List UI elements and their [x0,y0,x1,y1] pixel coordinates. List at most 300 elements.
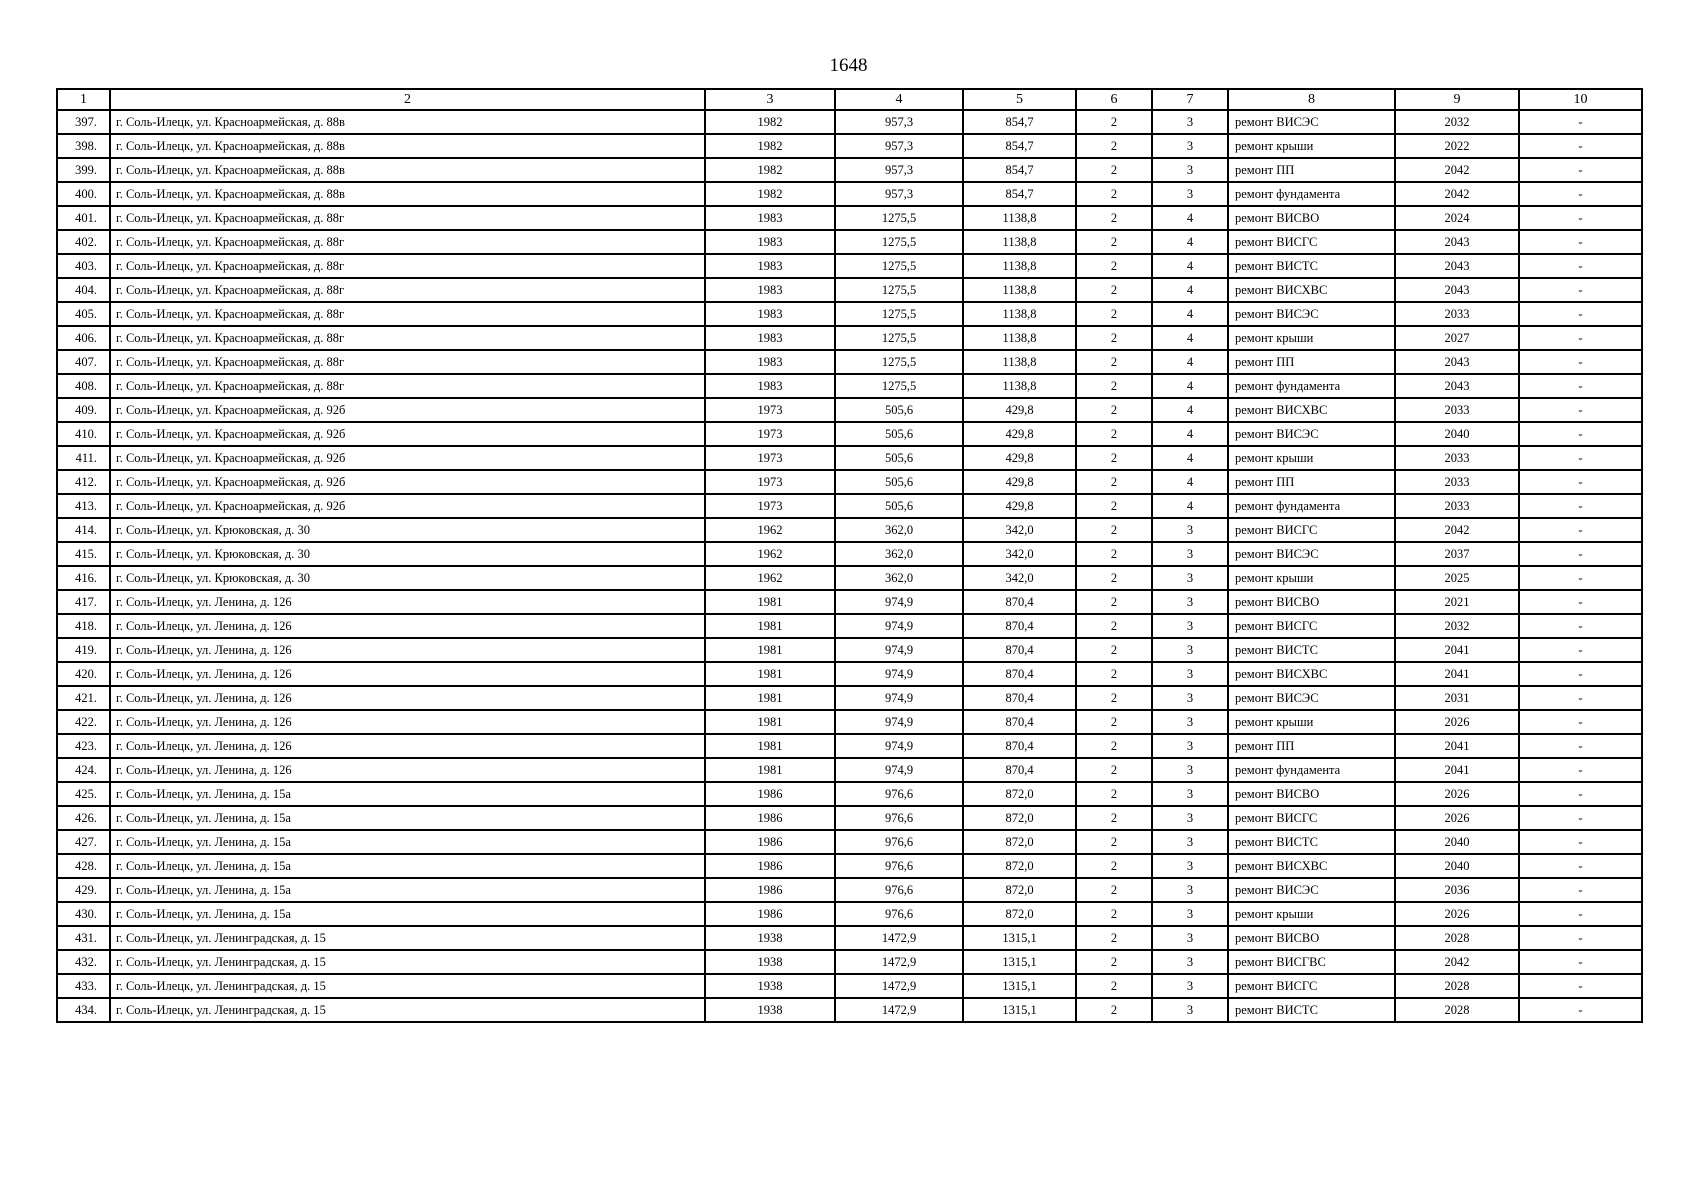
row-number-cell: 401. [57,206,110,230]
floors-cell: 2 [1076,758,1152,782]
address-cell: г. Соль-Илецк, ул. Ленина, д. 126 [110,710,705,734]
floors-cell: 2 [1076,278,1152,302]
work-type-cell: ремонт крыши [1228,566,1395,590]
total-area-cell: 1275,5 [835,350,963,374]
living-area-cell: 1138,8 [963,374,1076,398]
total-area-cell: 957,3 [835,158,963,182]
living-area-cell: 429,8 [963,422,1076,446]
floors-cell: 2 [1076,542,1152,566]
total-area-cell: 1275,5 [835,374,963,398]
note-cell: - [1519,590,1642,614]
row-number-cell: 424. [57,758,110,782]
total-area-cell: 957,3 [835,182,963,206]
entrances-cell: 3 [1152,974,1228,998]
column-header-7: 7 [1152,89,1228,110]
work-type-cell: ремонт ВИСВО [1228,590,1395,614]
repair-year-cell: 2041 [1395,758,1519,782]
address-cell: г. Соль-Илецк, ул. Ленина, д. 126 [110,662,705,686]
total-area-cell: 976,6 [835,878,963,902]
table-row [57,326,1642,350]
total-area-cell: 974,9 [835,590,963,614]
floors-cell: 2 [1076,830,1152,854]
year-built-cell: 1981 [705,614,835,638]
entrances-cell: 3 [1152,950,1228,974]
note-cell: - [1519,950,1642,974]
address-cell: г. Соль-Илецк, ул. Красноармейская, д. 88г [110,206,705,230]
note-cell: - [1519,398,1642,422]
entrances-cell: 3 [1152,902,1228,926]
repair-year-cell: 2042 [1395,182,1519,206]
note-cell: - [1519,374,1642,398]
work-type-cell: ремонт ПП [1228,350,1395,374]
table-row [57,470,1642,494]
floors-cell: 2 [1076,614,1152,638]
row-number-cell: 419. [57,638,110,662]
column-header-6: 6 [1076,89,1152,110]
note-cell: - [1519,470,1642,494]
floors-cell: 2 [1076,998,1152,1022]
table-row [57,302,1642,326]
repair-year-cell: 2043 [1395,374,1519,398]
repair-year-cell: 2028 [1395,926,1519,950]
row-number-cell: 421. [57,686,110,710]
work-type-cell: ремонт ВИСГС [1228,974,1395,998]
row-number-cell: 432. [57,950,110,974]
repair-year-cell: 2028 [1395,998,1519,1022]
row-number-cell: 427. [57,830,110,854]
table-row [57,830,1642,854]
note-cell: - [1519,518,1642,542]
column-header-10: 10 [1519,89,1642,110]
note-cell: - [1519,350,1642,374]
floors-cell: 2 [1076,926,1152,950]
table-row [57,854,1642,878]
total-area-cell: 1472,9 [835,926,963,950]
row-number-cell: 404. [57,278,110,302]
entrances-cell: 4 [1152,302,1228,326]
repair-year-cell: 2037 [1395,542,1519,566]
address-cell: г. Соль-Илецк, ул. Красноармейская, д. 88в [110,182,705,206]
floors-cell: 2 [1076,806,1152,830]
work-type-cell: ремонт ПП [1228,158,1395,182]
note-cell: - [1519,638,1642,662]
floors-cell: 2 [1076,254,1152,278]
table-row [57,998,1642,1022]
floors-cell: 2 [1076,398,1152,422]
address-cell: г. Соль-Илецк, ул. Ленина, д. 126 [110,686,705,710]
column-header-5: 5 [963,89,1076,110]
total-area-cell: 1275,5 [835,326,963,350]
work-type-cell: ремонт ВИСХВС [1228,278,1395,302]
row-number-cell: 408. [57,374,110,398]
address-cell: г. Соль-Илецк, ул. Крюковская, д. 30 [110,566,705,590]
entrances-cell: 3 [1152,782,1228,806]
entrances-cell: 3 [1152,662,1228,686]
total-area-cell: 976,6 [835,854,963,878]
note-cell: - [1519,998,1642,1022]
note-cell: - [1519,230,1642,254]
repair-year-cell: 2022 [1395,134,1519,158]
row-number-cell: 418. [57,614,110,638]
repair-year-cell: 2033 [1395,446,1519,470]
entrances-cell: 4 [1152,398,1228,422]
address-cell: г. Соль-Илецк, ул. Ленина, д. 15а [110,902,705,926]
entrances-cell: 3 [1152,134,1228,158]
table-row [57,638,1642,662]
note-cell: - [1519,542,1642,566]
living-area-cell: 870,4 [963,734,1076,758]
living-area-cell: 1138,8 [963,230,1076,254]
floors-cell: 2 [1076,974,1152,998]
note-cell: - [1519,662,1642,686]
year-built-cell: 1983 [705,206,835,230]
year-built-cell: 1983 [705,350,835,374]
living-area-cell: 1138,8 [963,278,1076,302]
work-type-cell: ремонт ВИСГС [1228,518,1395,542]
repair-year-cell: 2042 [1395,518,1519,542]
table-row [57,158,1642,182]
year-built-cell: 1986 [705,902,835,926]
floors-cell: 2 [1076,494,1152,518]
floors-cell: 2 [1076,230,1152,254]
table-row [57,710,1642,734]
address-cell: г. Соль-Илецк, ул. Красноармейская, д. 88г [110,326,705,350]
table-header [57,89,1642,110]
table-row [57,206,1642,230]
year-built-cell: 1983 [705,278,835,302]
total-area-cell: 976,6 [835,830,963,854]
work-type-cell: ремонт ВИСГВС [1228,950,1395,974]
address-cell: г. Соль-Илецк, ул. Ленина, д. 15а [110,806,705,830]
living-area-cell: 870,4 [963,638,1076,662]
row-number-cell: 414. [57,518,110,542]
year-built-cell: 1983 [705,302,835,326]
floors-cell: 2 [1076,686,1152,710]
note-cell: - [1519,302,1642,326]
total-area-cell: 1472,9 [835,950,963,974]
address-cell: г. Соль-Илецк, ул. Красноармейская, д. 88в [110,110,705,134]
floors-cell: 2 [1076,950,1152,974]
table-row [57,566,1642,590]
total-area-cell: 1275,5 [835,278,963,302]
living-area-cell: 1138,8 [963,206,1076,230]
table-row [57,878,1642,902]
column-header-9: 9 [1395,89,1519,110]
year-built-cell: 1986 [705,830,835,854]
page-number: 1648 [829,55,868,76]
repair-year-cell: 2028 [1395,974,1519,998]
living-area-cell: 870,4 [963,662,1076,686]
work-type-cell: ремонт ВИСХВС [1228,854,1395,878]
entrances-cell: 3 [1152,710,1228,734]
total-area-cell: 362,0 [835,518,963,542]
year-built-cell: 1962 [705,518,835,542]
row-number-cell: 420. [57,662,110,686]
work-type-cell: ремонт крыши [1228,902,1395,926]
living-area-cell: 854,7 [963,134,1076,158]
year-built-cell: 1983 [705,230,835,254]
living-area-cell: 429,8 [963,494,1076,518]
note-cell: - [1519,566,1642,590]
work-type-cell: ремонт ВИСГС [1228,806,1395,830]
year-built-cell: 1983 [705,254,835,278]
row-number-cell: 400. [57,182,110,206]
repair-year-cell: 2042 [1395,950,1519,974]
work-type-cell: ремонт ВИСГС [1228,614,1395,638]
repair-year-cell: 2032 [1395,110,1519,134]
row-number-cell: 417. [57,590,110,614]
repair-year-cell: 2026 [1395,902,1519,926]
repair-year-cell: 2041 [1395,662,1519,686]
entrances-cell: 3 [1152,158,1228,182]
repair-year-cell: 2043 [1395,350,1519,374]
row-number-cell: 428. [57,854,110,878]
table-row [57,758,1642,782]
year-built-cell: 1973 [705,446,835,470]
note-cell: - [1519,758,1642,782]
note-cell: - [1519,974,1642,998]
row-number-cell: 398. [57,134,110,158]
address-cell: г. Соль-Илецк, ул. Красноармейская, д. 88в [110,158,705,182]
total-area-cell: 505,6 [835,446,963,470]
row-number-cell: 402. [57,230,110,254]
row-number-cell: 422. [57,710,110,734]
repair-year-cell: 2026 [1395,806,1519,830]
repair-year-cell: 2033 [1395,302,1519,326]
total-area-cell: 1275,5 [835,302,963,326]
living-area-cell: 870,4 [963,710,1076,734]
living-area-cell: 872,0 [963,830,1076,854]
row-number-cell: 406. [57,326,110,350]
repair-year-cell: 2040 [1395,854,1519,878]
address-cell: г. Соль-Илецк, ул. Красноармейская, д. 88г [110,278,705,302]
total-area-cell: 957,3 [835,110,963,134]
repair-year-cell: 2036 [1395,878,1519,902]
note-cell: - [1519,902,1642,926]
row-number-cell: 423. [57,734,110,758]
entrances-cell: 4 [1152,470,1228,494]
note-cell: - [1519,854,1642,878]
row-number-cell: 434. [57,998,110,1022]
note-cell: - [1519,254,1642,278]
year-built-cell: 1982 [705,158,835,182]
repair-year-cell: 2043 [1395,230,1519,254]
floors-cell: 2 [1076,206,1152,230]
floors-cell: 2 [1076,518,1152,542]
note-cell: - [1519,446,1642,470]
total-area-cell: 974,9 [835,662,963,686]
floors-cell: 2 [1076,134,1152,158]
year-built-cell: 1973 [705,470,835,494]
work-type-cell: ремонт ВИСЭС [1228,110,1395,134]
note-cell: - [1519,782,1642,806]
note-cell: - [1519,734,1642,758]
note-cell: - [1519,710,1642,734]
work-type-cell: ремонт ВИСЭС [1228,686,1395,710]
living-area-cell: 870,4 [963,614,1076,638]
year-built-cell: 1981 [705,710,835,734]
address-cell: г. Соль-Илецк, ул. Красноармейская, д. 88г [110,350,705,374]
year-built-cell: 1986 [705,782,835,806]
entrances-cell: 3 [1152,830,1228,854]
table-row [57,254,1642,278]
repair-year-cell: 2025 [1395,566,1519,590]
entrances-cell: 3 [1152,878,1228,902]
living-area-cell: 1138,8 [963,254,1076,278]
row-number-cell: 416. [57,566,110,590]
living-area-cell: 854,7 [963,110,1076,134]
living-area-cell: 1315,1 [963,926,1076,950]
work-type-cell: ремонт ПП [1228,470,1395,494]
year-built-cell: 1981 [705,590,835,614]
column-header-2: 2 [110,89,705,110]
year-built-cell: 1962 [705,542,835,566]
floors-cell: 2 [1076,350,1152,374]
year-built-cell: 1938 [705,998,835,1022]
living-area-cell: 872,0 [963,806,1076,830]
year-built-cell: 1986 [705,878,835,902]
table-row [57,974,1642,998]
table-row [57,686,1642,710]
living-area-cell: 854,7 [963,158,1076,182]
row-number-cell: 410. [57,422,110,446]
note-cell: - [1519,422,1642,446]
floors-cell: 2 [1076,662,1152,686]
table-row [57,350,1642,374]
total-area-cell: 1472,9 [835,998,963,1022]
repair-year-cell: 2041 [1395,734,1519,758]
entrances-cell: 3 [1152,614,1228,638]
note-cell: - [1519,878,1642,902]
row-number-cell: 411. [57,446,110,470]
table-row [57,590,1642,614]
table-row [57,950,1642,974]
total-area-cell: 974,9 [835,734,963,758]
row-number-cell: 412. [57,470,110,494]
living-area-cell: 854,7 [963,182,1076,206]
living-area-cell: 429,8 [963,398,1076,422]
work-type-cell: ремонт ВИСХВС [1228,662,1395,686]
total-area-cell: 974,9 [835,710,963,734]
living-area-cell: 872,0 [963,902,1076,926]
row-number-cell: 430. [57,902,110,926]
work-type-cell: ремонт ВИСГС [1228,230,1395,254]
floors-cell: 2 [1076,734,1152,758]
entrances-cell: 3 [1152,518,1228,542]
work-type-cell: ремонт ВИСЭС [1228,542,1395,566]
row-number-cell: 413. [57,494,110,518]
address-cell: г. Соль-Илецк, ул. Ленина, д. 126 [110,758,705,782]
note-cell: - [1519,182,1642,206]
floors-cell: 2 [1076,854,1152,878]
living-area-cell: 1138,8 [963,326,1076,350]
repair-year-cell: 2042 [1395,158,1519,182]
address-cell: г. Соль-Илецк, ул. Красноармейская, д. 88г [110,230,705,254]
year-built-cell: 1982 [705,110,835,134]
work-type-cell: ремонт крыши [1228,446,1395,470]
address-cell: г. Соль-Илецк, ул. Ленинградская, д. 15 [110,926,705,950]
address-cell: г. Соль-Илецк, ул. Крюковская, д. 30 [110,542,705,566]
work-type-cell: ремонт ВИСЭС [1228,878,1395,902]
work-type-cell: ремонт ВИСВО [1228,926,1395,950]
table-row [57,662,1642,686]
column-header-8: 8 [1228,89,1395,110]
row-number-cell: 409. [57,398,110,422]
work-type-cell: ремонт фундамента [1228,758,1395,782]
repair-year-cell: 2027 [1395,326,1519,350]
table-row [57,782,1642,806]
work-type-cell: ремонт фундамента [1228,374,1395,398]
work-type-cell: ремонт ВИСВО [1228,206,1395,230]
floors-cell: 2 [1076,182,1152,206]
address-cell: г. Соль-Илецк, ул. Ленинградская, д. 15 [110,974,705,998]
note-cell: - [1519,326,1642,350]
repair-schedule-table [56,88,1643,1023]
floors-cell: 2 [1076,566,1152,590]
living-area-cell: 870,4 [963,686,1076,710]
entrances-cell: 3 [1152,542,1228,566]
work-type-cell: ремонт ВИСТС [1228,638,1395,662]
work-type-cell: ремонт крыши [1228,134,1395,158]
total-area-cell: 505,6 [835,494,963,518]
repair-year-cell: 2032 [1395,614,1519,638]
note-cell: - [1519,686,1642,710]
address-cell: г. Соль-Илецк, ул. Ленина, д. 15а [110,782,705,806]
work-type-cell: ремонт ВИСХВС [1228,398,1395,422]
floors-cell: 2 [1076,878,1152,902]
floors-cell: 2 [1076,470,1152,494]
entrances-cell: 3 [1152,590,1228,614]
repair-year-cell: 2033 [1395,494,1519,518]
living-area-cell: 1315,1 [963,998,1076,1022]
address-cell: г. Соль-Илецк, ул. Красноармейская, д. 92б [110,494,705,518]
table-row [57,494,1642,518]
floors-cell: 2 [1076,902,1152,926]
work-type-cell: ремонт ВИСТС [1228,830,1395,854]
note-cell: - [1519,134,1642,158]
repair-year-cell: 2040 [1395,830,1519,854]
year-built-cell: 1981 [705,758,835,782]
total-area-cell: 974,9 [835,758,963,782]
repair-year-cell: 2043 [1395,278,1519,302]
total-area-cell: 974,9 [835,614,963,638]
table-row [57,926,1642,950]
note-cell: - [1519,110,1642,134]
address-cell: г. Соль-Илецк, ул. Ленина, д. 15а [110,878,705,902]
entrances-cell: 3 [1152,110,1228,134]
year-built-cell: 1986 [705,854,835,878]
note-cell: - [1519,206,1642,230]
year-built-cell: 1938 [705,974,835,998]
header-row [57,89,1642,110]
table-row [57,614,1642,638]
address-cell: г. Соль-Илецк, ул. Красноармейская, д. 88г [110,374,705,398]
table-row [57,134,1642,158]
note-cell: - [1519,806,1642,830]
year-built-cell: 1981 [705,686,835,710]
year-built-cell: 1981 [705,734,835,758]
repair-year-cell: 2024 [1395,206,1519,230]
floors-cell: 2 [1076,110,1152,134]
row-number-cell: 431. [57,926,110,950]
entrances-cell: 4 [1152,422,1228,446]
repair-year-cell: 2031 [1395,686,1519,710]
work-type-cell: ремонт ПП [1228,734,1395,758]
total-area-cell: 1275,5 [835,206,963,230]
floors-cell: 2 [1076,422,1152,446]
total-area-cell: 505,6 [835,422,963,446]
row-number-cell: 433. [57,974,110,998]
